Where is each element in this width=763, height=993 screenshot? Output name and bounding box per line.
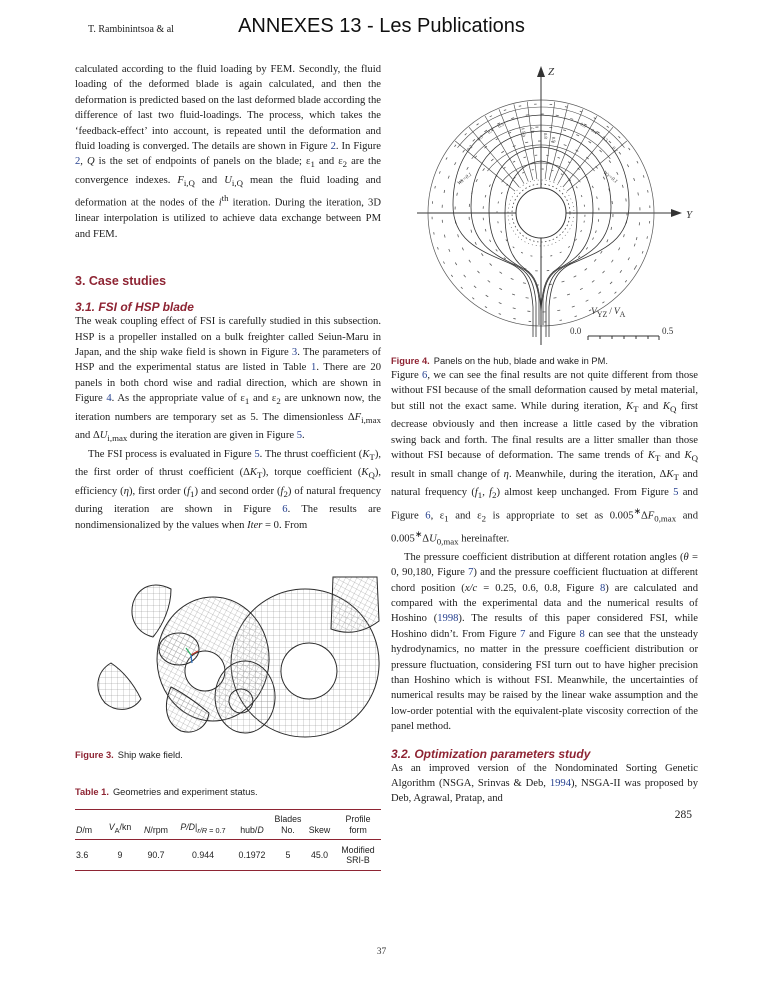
svg-text:0.5: 0.5	[579, 121, 587, 129]
running-author: T. Rambinintsoa & al	[88, 24, 174, 35]
svg-text:0.2: 0.2	[611, 145, 619, 154]
paragraph-hsp-intro: The weak coupling effect of FSI is carefully studied in this subsection. HSP is a propeller installed on a bulk freighter called Seiun-Maru in Japan, and the ship wake field is shown in Figure 3. The parameters of HSP and the experimental status are listed in Table 1. There are 20 panels in both chord wise and radial direction, which are shown in Figure 4. As the appropriate value of $\varepsilon_1$ and $\varepsilon_2$ are unknown now, the iteration numbers are temporary set as 5. The dimensionless $\Delta F_{i,max}$ and $\Delta U_{i,max}$ during the iteration are given in Figure 5.	[75, 316, 381, 444]
paragraph-fem-coupling: calculated according to the fluid loading by FEM. Secondly, the fluid loading of the deformed blade is again calculated, and then the deformation is predicted based on the last deformed blade according the difference of last two fluid-loadings. The process, which takes the ‘feedback-effect’ into account, is repeated until the deformation and fluid loading is converged. The details are shown in Figure 2. In Figure 2, Q is the set of endpoints of panels on the blade; $\varepsilon_1$ and $\varepsilon_2$ are the convergence indexes. $F_{i,Q}$ and $U_{i,Q}$ mean the fluid loading and deformation at the nodes of the $i^{th}$ iteration. During the iteration, 3D linear interpolation is utilized to achieve data exchange between PM and FEM.	[75, 64, 382, 240]
svg-text:0.6: 0.6	[521, 130, 527, 138]
table1-caption-label: Table 1.	[75, 787, 109, 798]
table1-cell-profile: Modified SRI-B	[341, 845, 375, 866]
page-title: ANNEXES 13 - Les Publications	[238, 15, 525, 37]
z-axis-arrow	[537, 66, 545, 77]
page-number-folio: 37	[376, 947, 387, 957]
table1-cell-rpm: 90.7	[147, 850, 165, 861]
table1-data-row	[75, 840, 381, 871]
table1-cell-skew: 45.0	[310, 850, 329, 861]
svg-text:0.3: 0.3	[476, 134, 484, 142]
svg-text:0.4: 0.4	[486, 127, 495, 135]
figure4-caption	[391, 355, 698, 368]
figure4-image	[391, 55, 698, 347]
svg-text:Wx=0.1: Wx=0.1	[601, 169, 619, 185]
table1-header-rpm: N/rpm	[144, 824, 168, 835]
page-number-article: 285	[674, 808, 692, 821]
table1-header-speed: $V_A/kn$	[108, 821, 132, 835]
paragraph-pressure-coefficient: The pressure coefficient distribution at different rotation angles (θ = 0, 90,180, Figure 7) and the pressure coefficient fluctuation at different chord position (x/c = 0.25, 0.6, 0.8, Figure 8) are calculated and compared with the experimental data and the numerical results of Hoshino (1998). The results of this paper considered FSI, while Hoshino didn’t. From Figure 7 and Figure 8 can see that the unsteady hydrodynamics, no matter in the pressure coefficient distribution or pressure fluctuation, considering FSI turn out to have higher precision than Hoshino which is without FSI. Meanwhile, the uncertainties of numerical results may be raised by the linear wake assumption and the low-order potential with the equivalent-plate viscosity correction of the panel method.	[391, 551, 698, 733]
table1-caption	[75, 786, 381, 799]
figure3-caption	[75, 749, 381, 762]
z-axis-label: Z	[548, 66, 555, 78]
table1-header-pitch-ratio: $P/D|_{r/R = 0.7}$	[180, 821, 226, 835]
figure3-caption-text: Ship wake field.	[117, 750, 183, 761]
svg-text:0.4: 0.4	[590, 127, 599, 136]
figure3-image	[75, 575, 381, 741]
table1-header-row	[75, 810, 381, 840]
hub	[508, 180, 574, 246]
table1	[75, 809, 381, 871]
table1-cell-hub-ratio: 0.1972	[238, 850, 266, 861]
svg-text:0.2: 0.2	[465, 144, 474, 152]
svg-text:0.3: 0.3	[601, 135, 609, 143]
table1-header-blades: Blades No.	[274, 814, 302, 835]
table1-header-profile: Profile form	[345, 814, 371, 835]
y-axis-label: Y	[686, 209, 693, 221]
paragraph-nsga: As an improved version of the Nondominated Sorting Genetic Algorithm (NSGA, Srinvas & Deb, 1994), NSGA-II was proposed by Deb, Agrawal, Pratap, and	[391, 762, 698, 805]
subsection-heading-fsi-hsp: 3.1. FSI of HSP blade	[75, 300, 194, 315]
contour-labels	[466, 121, 619, 153]
table1-cell-pitch-ratio: 0.944	[191, 850, 214, 861]
section-heading-case-studies: 3. Case studies	[75, 274, 167, 289]
svg-text:0.8: 0.8	[543, 132, 549, 139]
svg-text:Wx=0.1: Wx=0.1	[456, 171, 474, 187]
table1-cell-speed: 9	[117, 850, 123, 861]
y-axis-arrow	[671, 209, 682, 217]
table1-header-skew: Skew	[308, 824, 331, 835]
table1-caption-text: Geometries and experiment status.	[112, 787, 258, 798]
svg-text:0.9: 0.9	[551, 136, 557, 143]
table1-header-diameter: D/m	[76, 824, 93, 835]
subsection-heading-optimization: 3.2. Optimization parameters study	[391, 746, 591, 761]
svg-text:0.7: 0.7	[530, 127, 536, 134]
table1-cell-diameter: 3.6	[76, 850, 89, 861]
table1-header-hub-ratio: hub/D	[240, 824, 264, 835]
paragraph-fsi-results: Figure 6, we can see the final results are not quite different from those without FSI because of the small deformation caused by metal material, but still not the exact same. While during iteration, $K_T$ and $K_Q$ first decrease obviously and then increase a little cased by the vibration swing back and forth. The final results are a litter smaller than those without FSI because of deformation. The same trends of $K_T$ and $K_Q$ result in small change of η. Meanwhile, during the iteration, $\Delta K_T$ and natural frequency ($f_1$, $f_2$) almost keep unchanged. From Figure 5 and Figure 6, $\varepsilon_1$ and $\varepsilon_2$ is appropriate to set as $0.005^∗\Delta F_{0,max}$ and $0.005^∗\Delta U_{0,max}$ hereinafter.	[391, 370, 699, 547]
figure4-caption-text: Panels on the hub, blade and wake in PM.	[433, 356, 608, 366]
scale-min-label: 0.0	[570, 326, 582, 336]
panel-grid	[455, 101, 627, 191]
velocity-scale-label: $V_{YZ} / V_A$	[591, 307, 626, 319]
figure3-graphic	[75, 575, 381, 741]
left-column	[75, 62, 381, 871]
figure4-graphic	[391, 55, 698, 347]
figure3-caption-label: Figure 3.	[75, 750, 114, 761]
right-column	[391, 55, 698, 821]
paragraph-fsi-process: The FSI process is evaluated in Figure 5. The thrust coefficient $(K_T)$, the first order of thrust coefficient $(\Delta K_T)$, torque coefficient $(K_Q)$, efficiency (η), first order $(f_1)$ and second order $(f_2)$ of natural frequency during iteration are shown in Figure 6. The results are nondimensionalized by the values when Iter = 0. From	[75, 448, 382, 531]
figure4-caption-label: Figure 4.	[391, 356, 430, 366]
velocity-scale-ruler	[588, 336, 659, 340]
scale-max-label: 0.5	[662, 326, 674, 336]
svg-text:0.5: 0.5	[497, 121, 505, 129]
table1-cell-blades: 5	[285, 850, 291, 861]
